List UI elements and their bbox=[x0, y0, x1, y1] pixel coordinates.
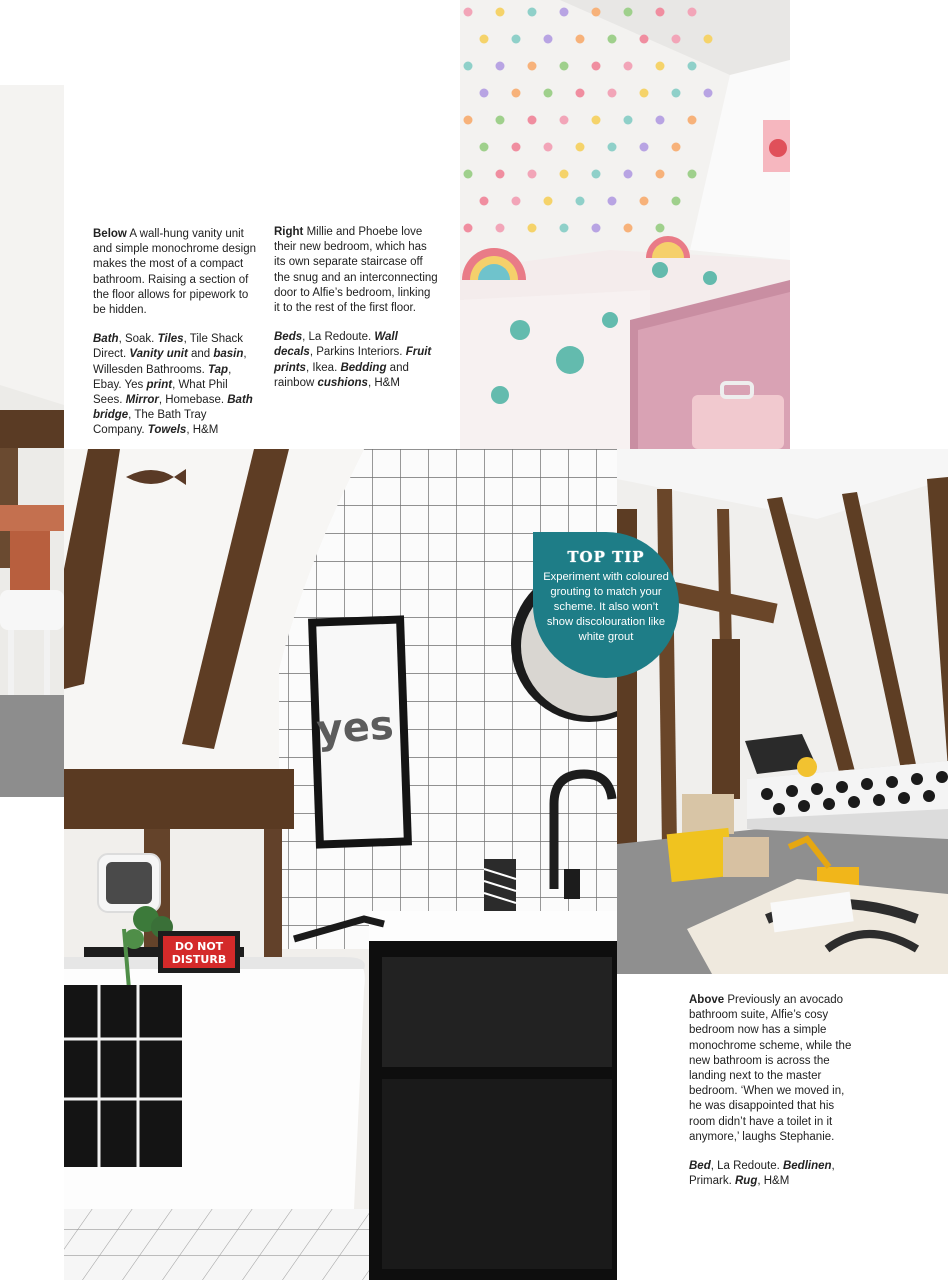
polka-dot bbox=[608, 197, 617, 206]
polka-dot bbox=[528, 116, 537, 125]
top-tip-body: Experiment with coloured grouting to match your scheme. It also won’t show discolouration like white grout bbox=[543, 571, 669, 643]
credit-item: Mirror bbox=[125, 394, 159, 407]
polka-dot bbox=[624, 8, 633, 17]
sign-line-2: DISTURB bbox=[171, 953, 227, 966]
polka-dot bbox=[512, 35, 521, 44]
polka-dot bbox=[576, 89, 585, 98]
credit-source: , H&M bbox=[186, 424, 219, 437]
polka-dot bbox=[560, 170, 569, 179]
alfie-bedroom-photo bbox=[617, 449, 948, 974]
credit-item: Fruit prints bbox=[274, 346, 432, 374]
polka-dot bbox=[464, 224, 473, 233]
credit-source: , La Redoute. bbox=[710, 1160, 783, 1173]
polka-dot bbox=[528, 8, 537, 17]
polka-dot bbox=[560, 8, 569, 17]
girls-bedroom-image bbox=[460, 0, 790, 449]
credit-source: , Primark. bbox=[689, 1160, 835, 1188]
polka-dot bbox=[592, 170, 601, 179]
caption-below-lead: Below bbox=[93, 228, 127, 240]
credit-item: Wall decals bbox=[274, 331, 398, 359]
polka-dot bbox=[576, 197, 585, 206]
credit-source: , Parkins Interiors. bbox=[309, 346, 406, 359]
credit-item: Beds bbox=[274, 331, 303, 344]
polka-dot bbox=[656, 170, 665, 179]
polka-dot bbox=[512, 197, 521, 206]
credit-source: , What Phil Sees. bbox=[93, 378, 228, 407]
polka-dot bbox=[672, 143, 681, 152]
credit-item: Bath bridge bbox=[93, 394, 253, 422]
polka-dot bbox=[496, 62, 505, 71]
polka-dot bbox=[592, 8, 601, 17]
credit-item: basin bbox=[213, 348, 244, 361]
polka-dot bbox=[640, 89, 649, 98]
polka-dot bbox=[640, 197, 649, 206]
caption-below-text: A wall-hung vanity unit and simple monochrome design makes the most of a compact bathroom. Raising a section of the floor allows for pipework to be hidden. bbox=[93, 228, 257, 317]
polka-dot bbox=[480, 89, 489, 98]
caption-above-credits bbox=[689, 1159, 857, 1189]
caption-below-credits bbox=[93, 332, 258, 438]
credit-source: , The Bath Tray Company. bbox=[93, 409, 207, 437]
polka-dot bbox=[576, 143, 585, 152]
alfie-bedroom-image bbox=[617, 449, 948, 974]
girls-bedroom-photo bbox=[460, 0, 790, 449]
polka-dot bbox=[544, 143, 553, 152]
caption-above bbox=[689, 993, 857, 1203]
credit-source: , Soak. bbox=[118, 333, 158, 346]
polka-dot bbox=[688, 62, 697, 71]
polka-dot bbox=[528, 170, 537, 179]
credit-item: Rug bbox=[735, 1175, 758, 1188]
polka-dot bbox=[592, 116, 601, 125]
polka-dot bbox=[624, 116, 633, 125]
polka-dot bbox=[640, 143, 649, 152]
kids-room-edge-image bbox=[0, 85, 64, 797]
polka-dot bbox=[656, 62, 665, 71]
polka-dot bbox=[608, 143, 617, 152]
polka-dot bbox=[608, 89, 617, 98]
polka-dot bbox=[512, 143, 521, 152]
polka-dot bbox=[624, 170, 633, 179]
polka-dot bbox=[656, 116, 665, 125]
polka-dot bbox=[672, 197, 681, 206]
credit-source: , Ebay. Yes bbox=[93, 363, 232, 391]
caption-above-lead: Above bbox=[689, 994, 725, 1006]
polka-dot bbox=[592, 224, 601, 233]
polka-dot bbox=[464, 8, 473, 17]
credit-item: Tiles bbox=[157, 333, 184, 346]
caption-right-text: Millie and Phoebe love their new bedroom, which has its own separate staircase off the snug and an interconnecting door to Alfie’s bedroom, linking it to the rest of the first floor. bbox=[274, 226, 438, 315]
polka-dot bbox=[496, 170, 505, 179]
polka-dot bbox=[560, 62, 569, 71]
credit-source: , H&M bbox=[367, 376, 400, 389]
credit-source: , La Redoute. bbox=[302, 331, 375, 344]
polka-dot bbox=[672, 89, 681, 98]
caption-right-credits bbox=[274, 330, 439, 391]
polka-dot bbox=[528, 224, 537, 233]
polka-dot bbox=[704, 89, 713, 98]
polka-dot bbox=[624, 62, 633, 71]
credit-source: , Tile Shack Direct. bbox=[93, 333, 244, 361]
top-tip-title: TOP TIP bbox=[567, 548, 645, 566]
polka-dot bbox=[672, 35, 681, 44]
polka-dot bbox=[608, 35, 617, 44]
polka-dot bbox=[480, 35, 489, 44]
polka-dot bbox=[656, 224, 665, 233]
caption-right-lead: Right bbox=[274, 226, 304, 238]
polka-dot bbox=[512, 89, 521, 98]
credit-source: and rainbow bbox=[274, 361, 409, 389]
polka-dot bbox=[544, 89, 553, 98]
polka-dot bbox=[480, 197, 489, 206]
credit-source: , Willesden Bathrooms. bbox=[93, 348, 247, 376]
sign-line-1: DO NOT bbox=[174, 940, 224, 953]
polka-dot bbox=[528, 62, 537, 71]
credit-item: print bbox=[146, 378, 173, 391]
credit-item: Vanity unit bbox=[129, 348, 188, 361]
left-edge-photo bbox=[0, 85, 64, 797]
polka-dot bbox=[624, 224, 633, 233]
credit-item: Bed bbox=[689, 1160, 711, 1173]
yes-print-text: yes bbox=[315, 702, 396, 754]
top-tip-badge bbox=[533, 532, 679, 678]
polka-dot bbox=[640, 35, 649, 44]
polka-dot bbox=[688, 8, 697, 17]
polka-dot bbox=[688, 170, 697, 179]
polka-dot bbox=[496, 116, 505, 125]
polka-dot bbox=[464, 170, 473, 179]
credit-item: Bedlinen bbox=[782, 1160, 832, 1173]
credit-item: Bedding bbox=[340, 361, 387, 374]
polka-dot bbox=[496, 8, 505, 17]
polka-dot bbox=[480, 143, 489, 152]
caption-right bbox=[274, 225, 439, 405]
polka-dot bbox=[560, 224, 569, 233]
polka-dot bbox=[704, 35, 713, 44]
credit-item: Bath bbox=[93, 333, 119, 346]
polka-dot bbox=[496, 224, 505, 233]
polka-dot bbox=[464, 62, 473, 71]
credit-source: , Ikea. bbox=[305, 361, 341, 374]
credit-source: , H&M bbox=[757, 1175, 790, 1188]
credit-item: Towels bbox=[147, 424, 187, 437]
polka-dot bbox=[560, 116, 569, 125]
credit-source: and bbox=[187, 348, 214, 361]
polka-dot bbox=[544, 197, 553, 206]
credit-source: , Homebase. bbox=[158, 394, 228, 407]
polka-dot bbox=[592, 62, 601, 71]
credit-item: Tap bbox=[208, 363, 229, 376]
polka-dot bbox=[544, 35, 553, 44]
polka-dot bbox=[576, 35, 585, 44]
polka-dot bbox=[464, 116, 473, 125]
polka-dot bbox=[656, 8, 665, 17]
credit-item: cushions bbox=[317, 376, 368, 389]
polka-dot bbox=[688, 116, 697, 125]
caption-below bbox=[93, 227, 258, 453]
caption-above-text: Previously an avocado bathroom suite, Alfie’s cosy bedroom now has a simple monochrome scheme, while the new bathroom is across the landing next to the master bedroom. ‘When we moved in, he was disappointed that his room didn’t have a toilet in it anymore,’ laughs Stephanie. bbox=[689, 994, 852, 1143]
